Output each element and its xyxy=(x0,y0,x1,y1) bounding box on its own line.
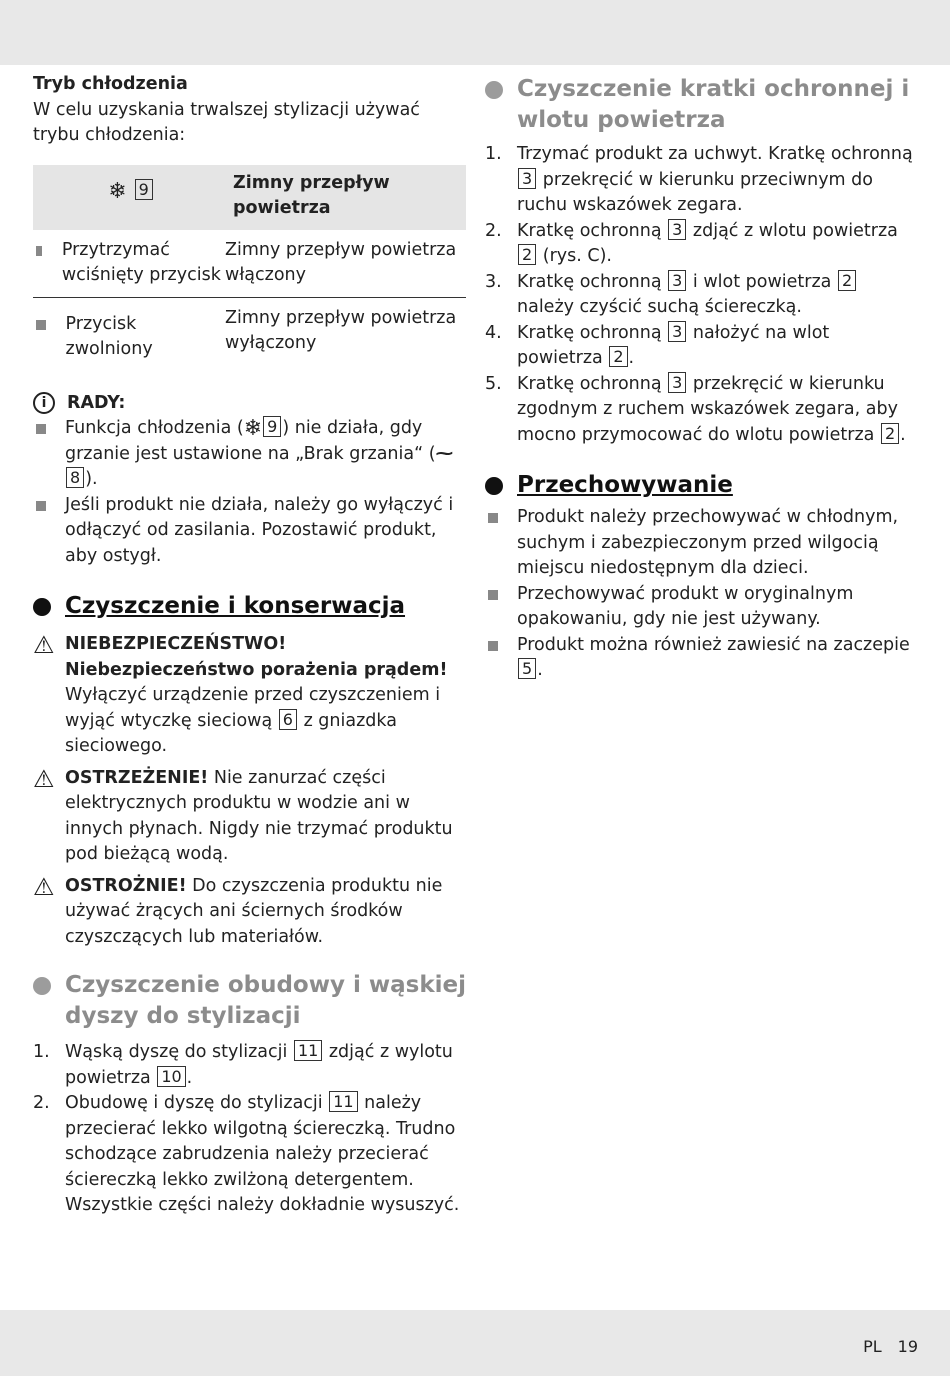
table-cell-action: Przytrzymać wciśnięty przycisk xyxy=(61,239,221,285)
left-column xyxy=(33,72,466,1219)
ref-box: 11 xyxy=(294,1040,322,1061)
list-item: Produkt można również zawiesić na zaczepie 5 . xyxy=(485,633,917,684)
grille-steps xyxy=(485,142,917,448)
housing-steps xyxy=(33,1040,466,1219)
table-cell-result: Zimny przepływ powietrza włączony xyxy=(225,230,466,298)
ref-box: 3 xyxy=(518,168,536,189)
ref-box: 6 xyxy=(279,709,297,730)
footer-bar xyxy=(0,1310,950,1376)
ref-box: 5 xyxy=(518,658,536,679)
ref-box: 9 xyxy=(263,416,281,437)
danger-notice xyxy=(33,632,466,760)
list-item: 1. Trzymać produkt za uchwyt. Kratkę ochronną 3 przekręcić w kierunku przeciwnym do ruchu wskazówek zegara. xyxy=(485,144,913,215)
ref-box: 2 xyxy=(838,270,856,291)
list-item: 4. Kratkę ochronną 3 nałożyć na wlot powietrza 2 . xyxy=(485,321,830,368)
cooling-table-header-label: Zimny przepływ powietrza xyxy=(225,165,466,230)
storage-section-title: Przechowywanie xyxy=(517,472,733,498)
ref-box: 8 xyxy=(66,467,84,488)
bullet-square xyxy=(488,590,498,600)
cooling-mode-intro: W celu uzyskania trwalszej stylizacji używać trybu chłodzenia: xyxy=(33,99,420,145)
table-cell-result: Zimny przepływ powietrza wyłączony xyxy=(225,307,457,353)
ref-box: 9 xyxy=(135,179,153,200)
caution-text: Do czyszczenia produktu nie używać żrących ani ściernych środków czyszczących lub materiałów. xyxy=(65,875,443,947)
tips-header xyxy=(33,391,466,417)
section-bullet-icon xyxy=(33,977,51,995)
ref-box: 3 xyxy=(668,219,686,240)
housing-section-title: Czyszczenie obudowy i wąskiej dyszy do stylizacji xyxy=(65,972,466,1029)
cleaning-section-header xyxy=(33,591,466,622)
warning-triangle-icon: ⚠ xyxy=(33,872,55,901)
section-bullet-icon xyxy=(33,598,51,616)
warning-title: OSTRZEŻENIE! xyxy=(65,767,209,788)
warning-triangle-icon: ⚠ xyxy=(33,631,55,659)
page-lang: PL xyxy=(863,1337,882,1356)
table-row xyxy=(33,230,466,298)
grille-section-header xyxy=(485,74,917,136)
snowflake-icon: ❄ xyxy=(108,178,127,204)
grille-section-title: Czyszczenie kratki ochronnej i wlotu powietrza xyxy=(517,76,910,133)
ref-box: 3 xyxy=(668,321,686,342)
cleaning-section-title: Czyszczenie i konserwacja xyxy=(65,593,406,619)
page-number-value: 19 xyxy=(897,1337,918,1356)
list-item: 3. Kratkę ochronną 3 i wlot powietrza 2 należy czyścić suchą ściereczką. xyxy=(485,270,917,321)
ref-box: 2 xyxy=(518,244,536,265)
storage-list xyxy=(485,505,917,684)
table-cell-action: Przycisk zwolniony xyxy=(65,313,153,359)
bullet-square xyxy=(36,246,42,256)
housing-section-header xyxy=(33,970,466,1032)
right-column xyxy=(485,72,917,684)
danger-subtitle: Niebezpieczeństwo porażenia prądem! xyxy=(65,659,448,680)
list-item: 5. Kratkę ochronną 3 przekręcić w kierunku zgodnym z ruchem wskazówek zegara, aby mocno przymocować do wlotu powietrza 2 . xyxy=(485,372,906,445)
section-bullet-icon xyxy=(485,81,503,99)
ref-box: 2 xyxy=(881,423,899,444)
cooling-table-header-icon-cell xyxy=(33,165,225,230)
ref-box: 11 xyxy=(329,1091,357,1112)
ref-box: 10 xyxy=(157,1066,185,1087)
list-item: 2. Obudowę i dyszę do stylizacji 11 należy przecierać lekko wilgotną ściereczką. Trudno schodzące zabrudzenia należy przecierać ściereczką lekko zwilżoną detergentem. Wszystkie części należy dokładnie wysuszyć. xyxy=(33,1092,460,1215)
snowflake-icon: ❄ xyxy=(243,416,263,441)
list-item: Funkcja chłodzenia (❄ 9 ) nie działa, gdy grzanie jest ustawione na „Brak grzania“ (⁓8 ). xyxy=(33,416,466,493)
danger-text: Wyłączyć urządzenie przed czyszczeniem i wyjąć wtyczkę sieciową 6 z gniazdka sieciowego. xyxy=(65,685,441,756)
table-row xyxy=(33,297,466,371)
bullet-square xyxy=(36,424,46,434)
bullet-square xyxy=(36,501,46,511)
ref-box: 2 xyxy=(609,346,627,367)
info-icon: i xyxy=(33,392,55,414)
cooling-table xyxy=(33,165,466,371)
tips-list xyxy=(33,416,466,569)
warning-notice xyxy=(33,766,466,868)
header-bar xyxy=(0,0,950,65)
tips-title: RADY: xyxy=(67,392,126,413)
caution-notice xyxy=(33,874,466,951)
list-item: 2. Kratkę ochronną 3 zdjąć z wlotu powietrza 2 (rys. C). xyxy=(485,219,898,266)
no-heat-icon: ⁓ xyxy=(435,443,454,464)
bullet-square xyxy=(488,641,498,651)
list-item: Przechowywać produkt w oryginalnym opakowaniu, gdy nie jest używany. xyxy=(485,582,917,633)
bullet-square xyxy=(488,513,498,523)
warning-triangle-icon: ⚠ xyxy=(33,764,55,793)
ref-box: 3 xyxy=(668,270,686,291)
list-item: 1. Wąską dyszę do stylizacji 11 zdjąć z wylotu powietrza 10 . xyxy=(33,1041,453,1088)
page-number xyxy=(863,1334,918,1360)
ref-box: 3 xyxy=(668,372,686,393)
cooling-mode-title: Tryb chłodzenia xyxy=(33,74,188,94)
warning-text: Nie zanurzać części elektrycznych produktu w wodzie ani w innych płynach. Nigdy nie trzymać produktu pod bieżącą wodą. xyxy=(65,767,453,864)
storage-section-header xyxy=(485,470,917,501)
list-item: Jeśli produkt nie działa, należy go wyłączyć i odłączyć od zasilania. Pozostawić produkt, aby ostygł. xyxy=(33,493,466,570)
bullet-square xyxy=(36,320,46,330)
section-bullet-icon xyxy=(485,477,503,495)
danger-title: NIEBEZPIECZEŃSTWO! xyxy=(65,634,287,654)
caution-title: OSTROŻNIE! xyxy=(65,875,187,896)
list-item: Produkt należy przechowywać w chłodnym, suchym i zabezpieczonym przed wilgocią miejscu niedostępnym dla dzieci. xyxy=(485,505,917,582)
